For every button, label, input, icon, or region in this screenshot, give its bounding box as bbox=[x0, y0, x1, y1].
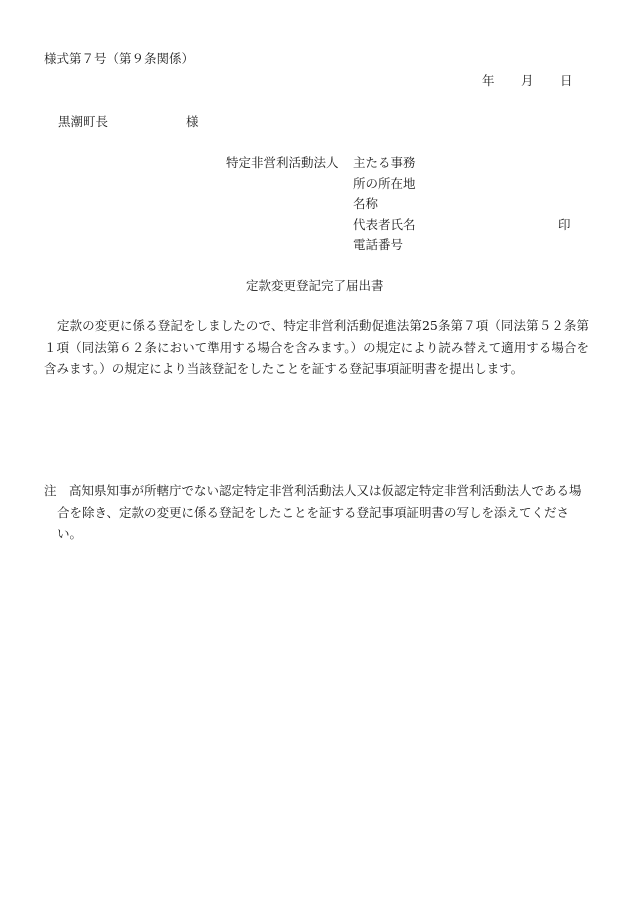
date-month-label: 月 bbox=[521, 73, 534, 88]
representative-name-label: 代表者氏名 bbox=[353, 217, 416, 232]
addressee-honorific: 様 bbox=[186, 114, 199, 129]
body-paragraph: 定款の変更に係る登記をしましたので、特定非営利活動促進法第25条第７項（同法第５２条第１項（同法第６２条において準用する場合を含みます。）の規定により読み替えて適用する場合を含みます。）の規定により当該登記をしたことを証する登記事項証明書を提出します。 bbox=[44, 318, 589, 376]
note-block bbox=[44, 480, 589, 545]
phone-number-label: 電話番号 bbox=[353, 237, 404, 252]
note-text: 高知県知事が所轄庁でない認定特定非営利活動法人又は仮認定特定非営利活動法人である場合を除き、定款の変更に係る登記をしたことを証する登記事項証明書の写しを添えてください。 bbox=[57, 483, 582, 541]
note-paragraph bbox=[44, 480, 589, 545]
seal-mark: 印 bbox=[558, 217, 571, 232]
office-address-label-line1: 主たる事務 bbox=[353, 155, 416, 170]
document-title: 定款変更登記完了届出書 bbox=[246, 278, 384, 293]
note-label: 注 bbox=[44, 483, 57, 498]
date-year-label: 年 bbox=[482, 73, 495, 88]
office-address-label-line2: 所の所在地 bbox=[353, 176, 416, 191]
applicant-org-type: 特定非営利活動法人 bbox=[226, 155, 339, 170]
addressee-name: 黒潮町長 bbox=[58, 114, 109, 129]
applicant-name-label: 名称 bbox=[353, 196, 379, 211]
date-day-label: 日 bbox=[560, 73, 573, 88]
form-number: 様式第７号（第９条関係） bbox=[44, 51, 195, 66]
